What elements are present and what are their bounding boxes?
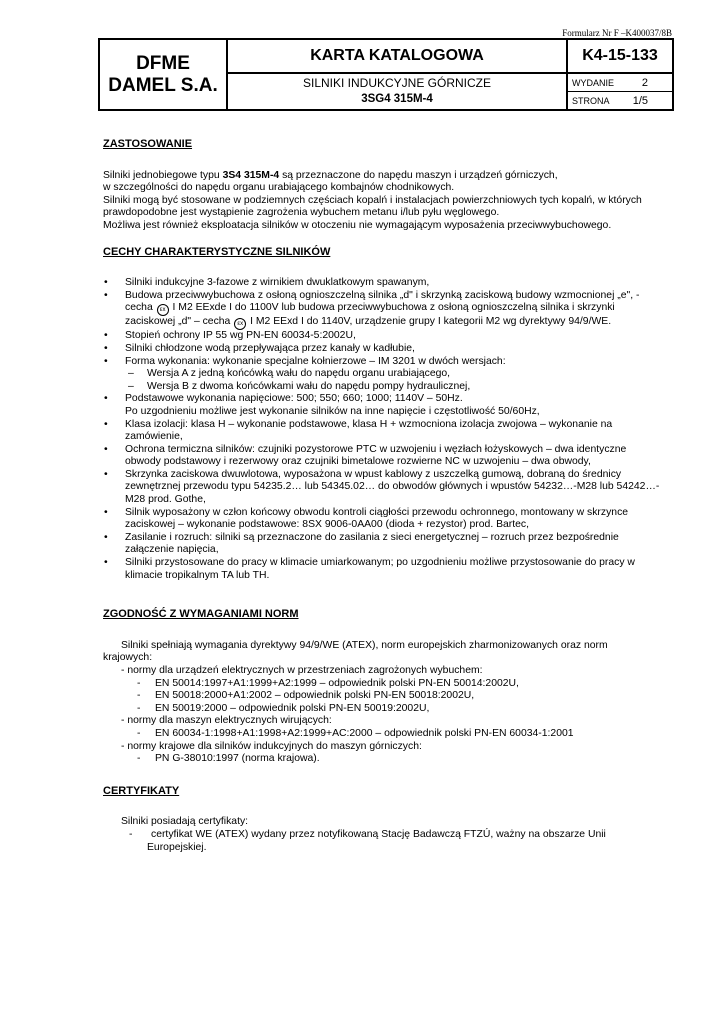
page-label: STRONA — [572, 95, 610, 106]
card-number: K4-15-133 — [567, 39, 673, 73]
text-span: I M2 EExd I do 1140V, urządzenie grupy I kategorii M2 wg dyrektywy 94/9/WE. — [247, 316, 612, 328]
page-value: 1/5 — [632, 94, 648, 107]
catalog-header — [98, 38, 674, 111]
edition-row — [568, 74, 672, 91]
norm-group: - normy dla maszyn elektrycznych wirujących: — [121, 715, 332, 727]
list-item — [103, 507, 677, 532]
text-line: • Silniki przystosowane do pracy w klimacie umiarkowanym; po uzgodnieniu możliwe przystosowanie do pracy w — [125, 557, 635, 569]
edition-label: WYDANIE — [572, 77, 615, 88]
list-item — [103, 290, 677, 331]
section-heading-zgodnosc: ZGODNOŚĆ Z WYMAGANIAMI NORM — [103, 608, 299, 621]
text-line: klimacie tropikalnym TA lub TH. — [125, 569, 270, 581]
meta-cell — [567, 73, 673, 110]
norm-item: - EN 50019:2000 – odpowiednik polski PN-EN 50019:2002U, — [103, 703, 677, 716]
certificate-item-cont: Europejskiej. — [147, 841, 207, 853]
list-item — [103, 393, 677, 418]
list-item — [103, 444, 677, 469]
card-title: KARTA KATALOGOWA — [227, 39, 567, 73]
subtitle-text: SILNIKI INDUKCYJNE GÓRNICZE — [302, 76, 492, 90]
list-item — [103, 469, 677, 507]
list-item — [103, 532, 677, 557]
list-item — [103, 557, 677, 582]
text-span: cecha — [125, 302, 156, 314]
ex-mark-icon: εx — [157, 304, 169, 316]
text-span: zaciskowej „d" – cecha — [125, 316, 234, 328]
text-line: Po uzgodnieniu możliwe jest wykonanie silników na inne napięcie i częstotliwość 50/60Hz, — [125, 405, 540, 417]
section-heading-zastosowanie: ZASTOSOWANIE — [103, 138, 193, 150]
text-span: są przeznaczone do napędu maszyn i urządzeń górniczych, — [279, 169, 558, 181]
paragraph-line: w szczególności do napędu organu urabiającego kombajnów chodnikowych. — [103, 182, 455, 194]
document-body — [103, 138, 677, 854]
text-line: obwody podstawowy i rezerwowy oraz czujniki bimetalowe rozwierne NC w uzwojeniu – dwa obwody, — [125, 456, 591, 468]
paragraph-line: Silniki mogą być stosowane w podziemnych częściach kopalń i instalacjach powierzchniowych tych kopalń, w których — [103, 194, 642, 206]
text-span: Silniki jednobiegowe typu — [103, 169, 223, 181]
norm-group: - normy krajowe dla silników indukcyjnych do maszyn górniczych: — [121, 740, 422, 752]
sub-list-item: – Wersja A z jedną końcówką wału do napędu organu urabiającego, — [103, 368, 677, 381]
paragraph-line: Silniki posiadają certyfikaty: — [121, 816, 249, 828]
text-line: • Zasilanie i rozruch: silniki są przeznaczone do zasilania z sieci energetycznej – rozruch przez bezpośrednie — [125, 531, 619, 543]
list-item: • Silniki chłodzone wodą przepływająca przez kanały w kadłubie, — [103, 343, 677, 356]
text-line: zewnętrznej przewodu typu 54235.2… lub 54345.02… do obwodów głównych i wpustów 54232…-M28 lub 54242…- — [125, 481, 660, 493]
text-line: załączenie napięcia, — [125, 544, 219, 556]
text-line: • Podstawowe wykonania napięciowe: 500; 550; 660; 1000; 1140V – 50Hz. — [125, 393, 463, 405]
paragraph-line: Silniki spełniają wymagania dyrektywy 94/9/WE (ATEX), norm europejskich zharmonizowanych oraz norm — [121, 639, 608, 651]
text-line: zamówienie, — [125, 431, 183, 443]
text-line: • Ochrona termiczna silników: czujniki pozystorowe PTC w uzwojeniu i węzłach łożyskowych – dwa identyczne — [125, 443, 627, 455]
paragraph-line: Możliwa jest również eksploatacja silników w otoczeniu nie wymagającym wyposażenia przeciwwybuchowego. — [103, 219, 612, 231]
text-line: • Skrzynka zaciskowa dwuwlotowa, wyposażona w wpust kablowy z uszczelką gumową, dobraną do średnicy — [125, 468, 622, 480]
card-subtitle — [227, 73, 567, 110]
paragraph-line: krajowych: — [103, 652, 153, 664]
list-item: • Forma wykonania: wykonanie specjalne kołnierzowe – IM 3201 w dwóch wersjach: — [103, 356, 677, 369]
list-item: • Stopień ochrony IP 55 wg PN-EN 60034-5:2002U, — [103, 330, 677, 343]
certificate-item: - certyfikat WE (ATEX) wydany przez notyfikowaną Stację Badawczą FTZÚ, ważny na obszarze Unii — [103, 829, 677, 842]
norm-item: - EN 60034-1:1998+A1:1998+A2:1999+AC:2000 – odpowiednik polski PN-EN 60034-1:2001 — [103, 728, 677, 741]
features-list — [103, 277, 677, 368]
norm-item: - EN 50018:2000+A1:2002 – odpowiednik polski PN-EN 50018:2002U, — [103, 690, 677, 703]
paragraph-line: prawdopodobne jest wystąpienie zagrożenia wybuchem metanu i/lub pyłu węglowego. — [103, 207, 500, 219]
text-line — [125, 302, 677, 316]
edition-value: 2 — [641, 76, 648, 89]
form-number: Formularz Nr F –K400037/8B — [562, 28, 672, 38]
page-row — [568, 91, 672, 109]
model-bold: 3S4 315M-4 — [222, 169, 280, 181]
text-line: • Silnik wyposażony w człon końcowy obwodu kontroli ciągłości przewodu ochronnego, montowany w skrzynce — [125, 506, 629, 518]
text-span: I M2 EExde I do 1100V lub budowa przeciwwybuchowa z osłoną ognioszczelną silnika i skrzynki — [169, 302, 615, 314]
sub-list-item: – Wersja B z dwoma końcówkami wału do napędu pompy hydraulicznej, — [103, 381, 677, 394]
company-line-2: DAMEL S.A. — [108, 74, 218, 96]
text-line: • Klasa izolacji: klasa H – wykonanie podstawowe, klasa H + wzmocniona izolacja zwojowa – wykonanie na — [125, 418, 613, 430]
section-heading-certyfikaty: CERTYFIKATY — [103, 784, 180, 797]
list-item: • Silniki indukcyjne 3-fazowe z wirnikiem dwuklatkowym spawanym, — [103, 277, 677, 290]
features-list-cont — [103, 393, 677, 582]
norm-item: - PN G-38010:1997 (norma krajowa). — [103, 753, 677, 766]
section-heading-cechy: CECHY CHARAKTERYSTYCZNE SILNIKÓW — [103, 245, 331, 258]
paragraph-line — [103, 170, 677, 183]
model-text: 3SG4 315M-4 — [361, 93, 433, 105]
company-line-1: DFME — [136, 52, 190, 74]
norm-group: - normy dla urządzeń elektrycznych w przestrzeniach zagrożonych wybuchem: — [121, 665, 483, 676]
text-line — [125, 316, 677, 330]
text-line: • Budowa przeciwwybuchowa z osłoną ognioszczelną silnika „d" i skrzynką zaciskową budowy wzmocnionej „e", - — [125, 289, 640, 301]
ex-mark-icon: εx — [234, 318, 246, 330]
text-line: zaciskowej – wykonanie podstawowe: 8SX 9006-0AA00 (dioda + rezystor) prod. Bartec, — [125, 519, 530, 531]
list-item — [103, 419, 677, 444]
norm-item: - EN 50014:1997+A1:1999+A2:1999 – odpowiednik polski PN-EN 50014:2002U, — [103, 678, 677, 691]
text-line: M28 prod. Gothe, — [125, 494, 206, 506]
company-name — [99, 39, 227, 110]
